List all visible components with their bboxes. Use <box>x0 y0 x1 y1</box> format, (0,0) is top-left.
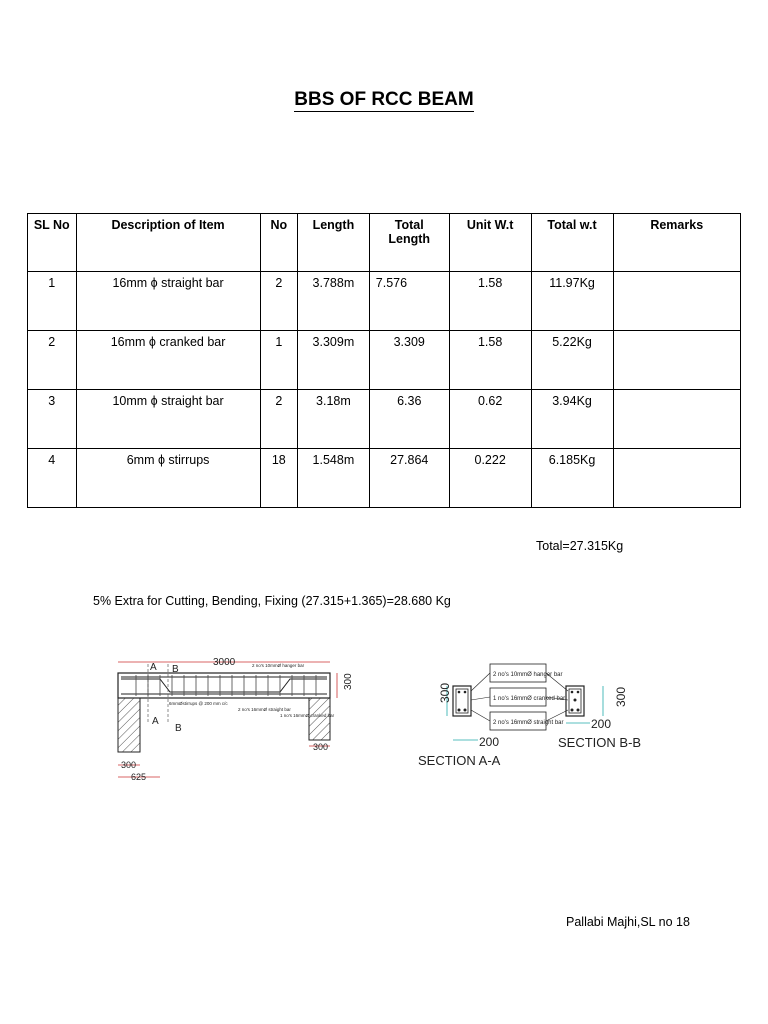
cell-length: 3.18m <box>298 390 370 449</box>
section-b-depth-label: 300 <box>614 686 628 707</box>
author-signature: Pallabi Majhi,SL no 18 <box>566 915 690 929</box>
sec-note-cranked: 1 no's 16mmØ cranked bar <box>493 696 566 702</box>
cell-total-wt: 3.94Kg <box>531 390 613 449</box>
beam-elevation <box>118 657 354 782</box>
cell-unit-wt: 0.222 <box>449 449 531 508</box>
cell-description: 16mm ϕ straight bar <box>76 272 260 331</box>
header-no: No <box>260 214 297 272</box>
header-remarks: Remarks <box>613 214 741 272</box>
section-mark-b-top: B <box>172 664 179 675</box>
section-b-width-label: 200 <box>591 717 612 731</box>
cell-length: 3.788m <box>298 272 370 331</box>
offset-dimension-label: 625 <box>131 772 147 782</box>
cell-description: 6mm ϕ stirrups <box>76 449 260 508</box>
section-mark-b-bottom: B <box>175 723 182 734</box>
note-straight-bar: 2 no's 16mmØ straight bar <box>238 707 291 712</box>
header-sl-no: SL No <box>28 214 77 272</box>
cell-no: 2 <box>260 272 297 331</box>
header-description: Description of Item <box>76 214 260 272</box>
cell-sl-no: 4 <box>28 449 77 508</box>
cell-unit-wt: 1.58 <box>449 331 531 390</box>
cell-no: 2 <box>260 390 297 449</box>
cell-description: 10mm ϕ straight bar <box>76 390 260 449</box>
cell-total-length: 27.864 <box>369 449 449 508</box>
note-hanger-bar: 2 no's 10mmØ hanger bar <box>252 663 305 668</box>
note-cranked-bar: 1 no's 16mmØ cranked bar <box>280 713 335 718</box>
cell-length: 1.548m <box>298 449 370 508</box>
note-stirrups: 6mmØstirrups @ 200 mm c/c <box>169 701 228 706</box>
header-length: Length <box>298 214 370 272</box>
depth-dimension-label: 300 <box>343 673 354 690</box>
cell-no: 18 <box>260 449 297 508</box>
right-support-dimension-label: 300 <box>313 742 329 752</box>
sec-note-straight: 2 no's 16mmØ straight bar <box>493 720 564 726</box>
cell-total-length: 3.309 <box>369 331 449 390</box>
cell-total-length: 6.36 <box>369 390 449 449</box>
section-a-width-label: 200 <box>479 735 500 749</box>
section-a-title: SECTION A-A <box>418 753 501 768</box>
cranked-bar <box>121 679 327 692</box>
header-total-length: Total Length <box>369 214 449 272</box>
section-b-title: SECTION B-B <box>558 735 642 750</box>
cell-total-wt: 5.22Kg <box>531 331 613 390</box>
header-unit-wt: Unit W.t <box>449 214 531 272</box>
section-notes <box>471 664 568 730</box>
cell-unit-wt: 0.62 <box>449 390 531 449</box>
span-dimension-label: 3000 <box>213 657 236 668</box>
support-dimension-label: 300 <box>121 760 137 770</box>
extra-allowance-note: 5% Extra for Cutting, Bending, Fixing (27.315+1.365)=28.680 Kg <box>93 594 451 608</box>
cell-total-length: 7.576 <box>369 272 449 331</box>
cell-description: 16mm ϕ cranked bar <box>76 331 260 390</box>
cell-sl-no: 3 <box>28 390 77 449</box>
cell-total-wt: 11.97Kg <box>531 272 613 331</box>
section-a-depth-label: 300 <box>438 682 452 703</box>
total-weight: Total=27.315Kg <box>536 539 624 553</box>
document-title-text: BBS OF RCC BEAM <box>294 89 474 110</box>
cell-total-wt: 6.185Kg <box>531 449 613 508</box>
section-mark-a-top: A <box>150 662 157 673</box>
cell-unit-wt: 1.58 <box>449 272 531 331</box>
cell-sl-no: 1 <box>28 272 77 331</box>
cell-length: 3.309m <box>298 331 370 390</box>
cell-sl-no: 2 <box>28 331 77 390</box>
right-support <box>309 698 330 740</box>
section-a-a <box>418 683 501 768</box>
section-mark-a-bottom: A <box>152 716 159 727</box>
stirrup-lines <box>136 675 316 696</box>
sec-note-hanger: 2 no's 10mmØ hanger bar <box>493 672 563 678</box>
section-b-b <box>558 686 641 750</box>
header-total-wt: Total w.t <box>531 214 613 272</box>
left-support <box>118 698 140 752</box>
cell-no: 1 <box>260 331 297 390</box>
